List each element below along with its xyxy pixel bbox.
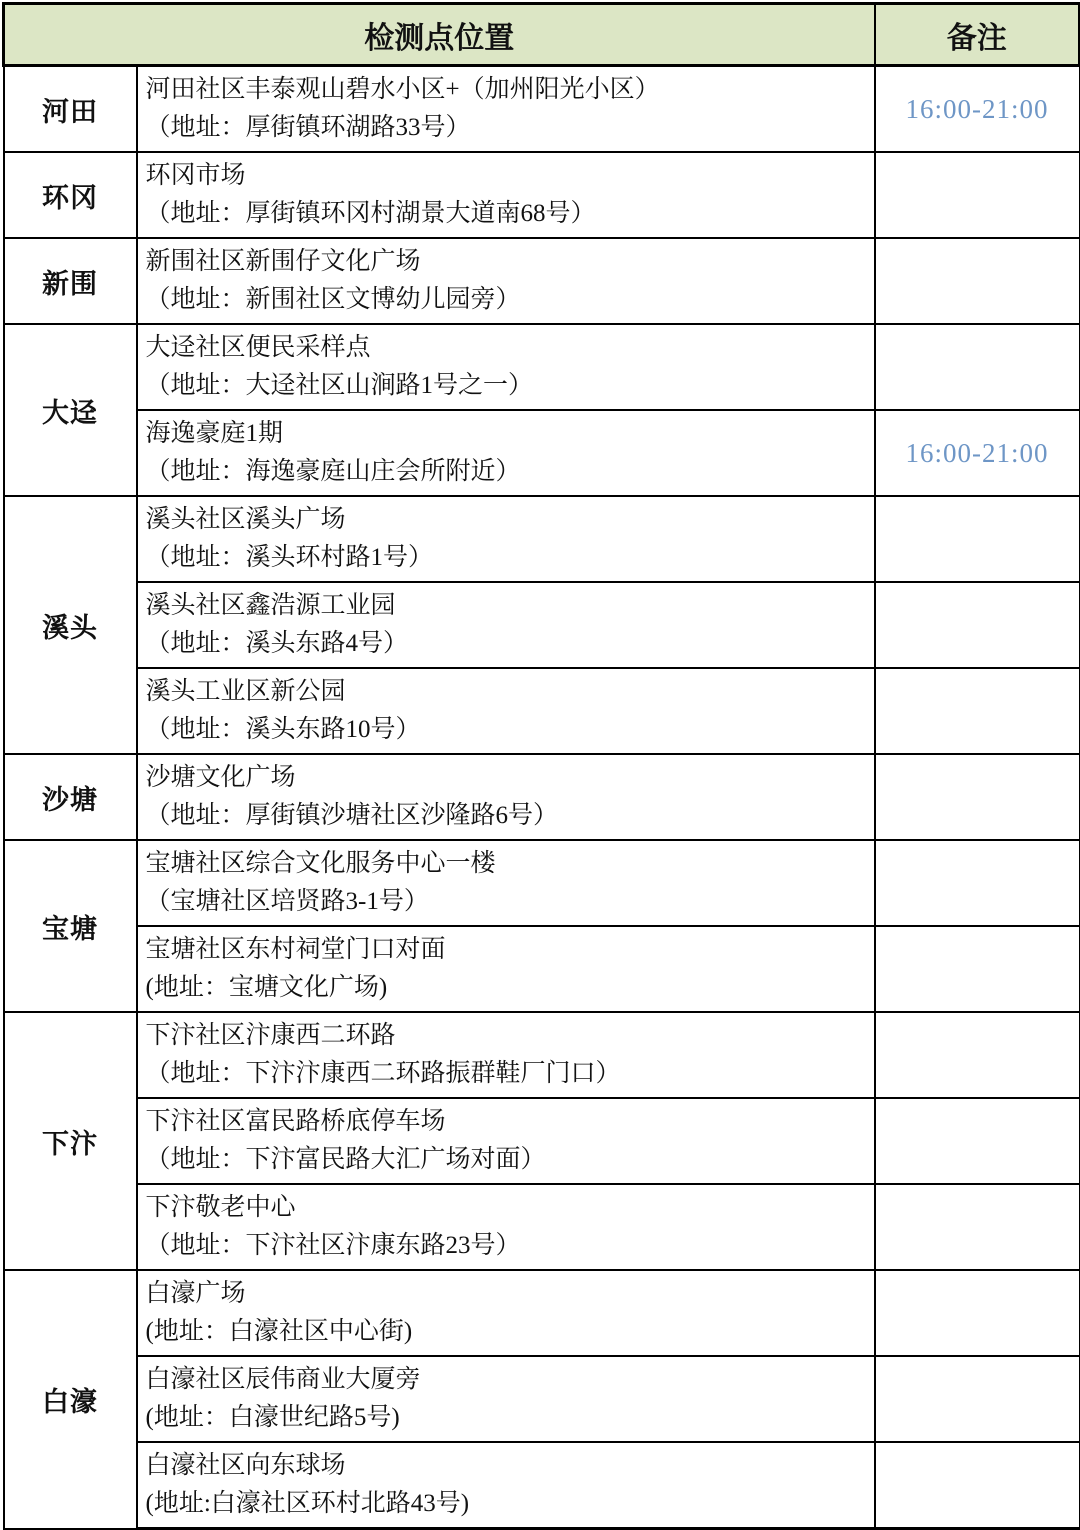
table-row — [4, 1184, 1080, 1270]
site-address: （地址：海逸豪庭山庄会所附近） — [145, 458, 521, 485]
site-name: 下汴社区汴康西二环路 — [145, 1022, 396, 1049]
location-cell — [137, 668, 875, 754]
site-address: （地址：溪头东路4号） — [145, 630, 409, 657]
remark-cell — [875, 754, 1080, 840]
site-name: 溪头社区溪头广场 — [145, 506, 346, 533]
location-cell — [137, 410, 875, 496]
remark-cell — [875, 324, 1080, 410]
district-label-shatang: 沙塘 — [4, 754, 137, 840]
site-address: （地址：厚街镇环湖路33号） — [145, 114, 471, 141]
remark-cell — [875, 238, 1080, 324]
remark-cell: 16:00-21:00 — [875, 66, 1080, 153]
district-label-huangang: 环冈 — [4, 152, 137, 238]
table-row — [4, 754, 1080, 840]
district-label-baotang: 宝塘 — [4, 840, 137, 1012]
remark-cell — [875, 840, 1080, 926]
remark-cell — [875, 1270, 1080, 1356]
location-cell — [137, 496, 875, 582]
location-cell — [137, 1184, 875, 1270]
remark-cell — [875, 1356, 1080, 1442]
remark-cell — [875, 1098, 1080, 1184]
location-cell — [137, 1098, 875, 1184]
district-label-dajing: 大迳 — [4, 324, 137, 496]
table-row — [4, 496, 1080, 582]
remark-cell — [875, 582, 1080, 668]
site-name: 下汴社区富民路桥底停车场 — [145, 1108, 446, 1135]
site-address: (地址：白濠社区中心街) — [145, 1318, 413, 1345]
location-cell — [137, 1356, 875, 1442]
table-row — [4, 1442, 1080, 1529]
site-address: （地址：下汴汴康西二环路振群鞋厂门口） — [145, 1060, 621, 1087]
site-name: 大迳社区便民采样点 — [145, 334, 371, 361]
header-row — [4, 4, 1080, 66]
location-cell — [137, 840, 875, 926]
site-name: 白濠社区辰伟商业大厦旁 — [145, 1366, 421, 1393]
site-address: （地址：下汴富民路大汇广场对面） — [145, 1146, 546, 1173]
column-header-remark: 备注 — [875, 4, 1080, 66]
remark-cell — [875, 1184, 1080, 1270]
remark-cell — [875, 1012, 1080, 1098]
site-address: （地址：厚街镇沙塘社区沙隆路6号） — [145, 802, 559, 829]
site-name: 溪头工业区新公园 — [145, 678, 346, 705]
table-row — [4, 1356, 1080, 1442]
district-label-xitou: 溪头 — [4, 496, 137, 754]
remark-cell — [875, 496, 1080, 582]
location-cell — [137, 238, 875, 324]
district-label-baihao: 白濠 — [4, 1270, 137, 1529]
site-address: (地址：白濠世纪路5号) — [145, 1404, 400, 1431]
table-row — [4, 1270, 1080, 1356]
table-row — [4, 324, 1080, 410]
site-name: 白濠社区向东球场 — [145, 1452, 346, 1479]
site-address: （地址：新围社区文博幼儿园旁） — [145, 286, 521, 313]
site-address: (地址:白濠社区环村北路43号) — [145, 1490, 470, 1517]
location-cell — [137, 1270, 875, 1356]
site-address: （地址：大迳社区山涧路1号之一） — [145, 372, 534, 399]
table-row — [4, 152, 1080, 238]
remark-cell — [875, 1442, 1080, 1529]
table-row — [4, 238, 1080, 324]
location-cell — [137, 1442, 875, 1529]
site-name: 溪头社区鑫浩源工业园 — [145, 592, 396, 619]
site-name: 白濠广场 — [145, 1280, 246, 1307]
district-label-xiabian: 下汴 — [4, 1012, 137, 1270]
table-row — [4, 66, 1080, 153]
table-row — [4, 1098, 1080, 1184]
site-name: 下汴敬老中心 — [145, 1194, 296, 1221]
remark-cell — [875, 668, 1080, 754]
location-cell — [137, 66, 875, 153]
district-label-hetian: 河田 — [4, 66, 137, 153]
table-row — [4, 1012, 1080, 1098]
site-address: （宝塘社区培贤路3-1号） — [145, 888, 429, 915]
location-cell — [137, 754, 875, 840]
site-name: 新围社区新围仔文化广场 — [145, 248, 421, 275]
site-address: （地址：下汴社区汴康东路23号） — [145, 1232, 521, 1259]
remark-cell: 16:00-21:00 — [875, 410, 1080, 496]
remark-cell — [875, 152, 1080, 238]
site-address: (地址：宝塘文化广场) — [145, 974, 388, 1001]
site-name: 宝塘社区东村祠堂门口对面 — [145, 936, 446, 963]
column-header-location: 检测点位置 — [4, 4, 875, 66]
table-row — [4, 840, 1080, 926]
site-address: （地址：厚街镇环冈村湖景大道南68号） — [145, 200, 596, 227]
location-cell — [137, 926, 875, 1012]
location-cell — [137, 324, 875, 410]
site-name: 宝塘社区综合文化服务中心一楼 — [145, 850, 496, 877]
table-row — [4, 582, 1080, 668]
testing-points-table — [2, 2, 1080, 1530]
table-row — [4, 926, 1080, 1012]
location-cell — [137, 152, 875, 238]
site-name: 环冈市场 — [145, 162, 246, 189]
table-row — [4, 410, 1080, 496]
site-name: 沙塘文化广场 — [145, 764, 296, 791]
district-label-xinwei: 新围 — [4, 238, 137, 324]
location-cell — [137, 582, 875, 668]
site-address: （地址：溪头环村路1号） — [145, 544, 434, 571]
location-cell — [137, 1012, 875, 1098]
site-address: （地址：溪头东路10号） — [145, 716, 421, 743]
site-name: 海逸豪庭1期 — [145, 420, 284, 447]
remark-cell — [875, 926, 1080, 1012]
site-name: 河田社区丰泰观山碧水小区+（加州阳光小区） — [145, 76, 660, 103]
table-row — [4, 668, 1080, 754]
